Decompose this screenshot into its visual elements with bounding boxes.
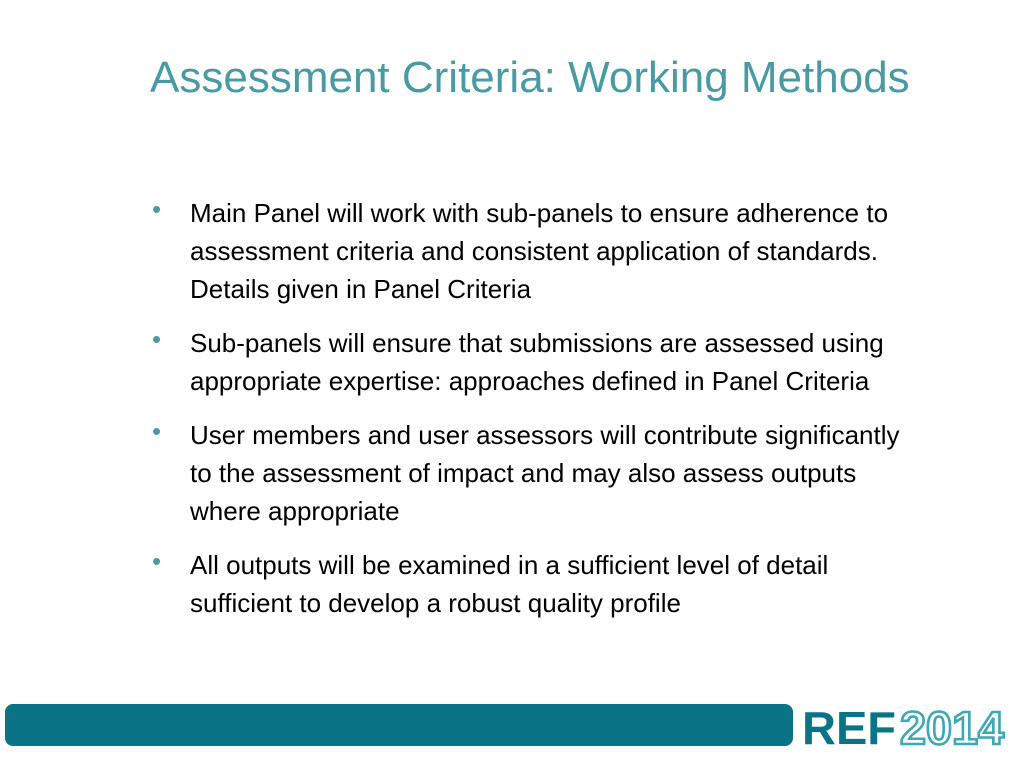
bullet-list [150, 194, 910, 638]
bullet-text: Sub-panels will ensure that submissions are assessed using appropriate expertise: approaches defined in Panel Criteria [190, 328, 884, 396]
logo-ref-text: REF [802, 702, 896, 752]
bullet-item [150, 324, 910, 400]
bullet-text: All outputs will be examined in a sufficient level of detail sufficient to develop a robust quality profile [190, 550, 829, 618]
logo-year-text: 2014 [900, 702, 1005, 752]
slide-title: Assessment Criteria: Working Methods [150, 53, 910, 102]
bullet-marker: • [152, 194, 162, 224]
bullet-item [150, 194, 910, 308]
bullet-text: Main Panel will work with sub-panels to ensure adherence to assessment criteria and consistent application of standards. Details given in Panel Criteria [190, 198, 889, 304]
bullet-text: User members and user assessors will contribute significantly to the assessment of impact and may also assess outputs where appropriate [190, 420, 900, 526]
bullet-item [150, 546, 910, 622]
ref2014-logo [800, 700, 1010, 752]
bullet-marker: • [152, 546, 162, 576]
bullet-item [150, 416, 910, 530]
bullet-marker: • [152, 416, 162, 446]
footer-bar [5, 704, 793, 746]
bullet-marker: • [152, 324, 162, 354]
